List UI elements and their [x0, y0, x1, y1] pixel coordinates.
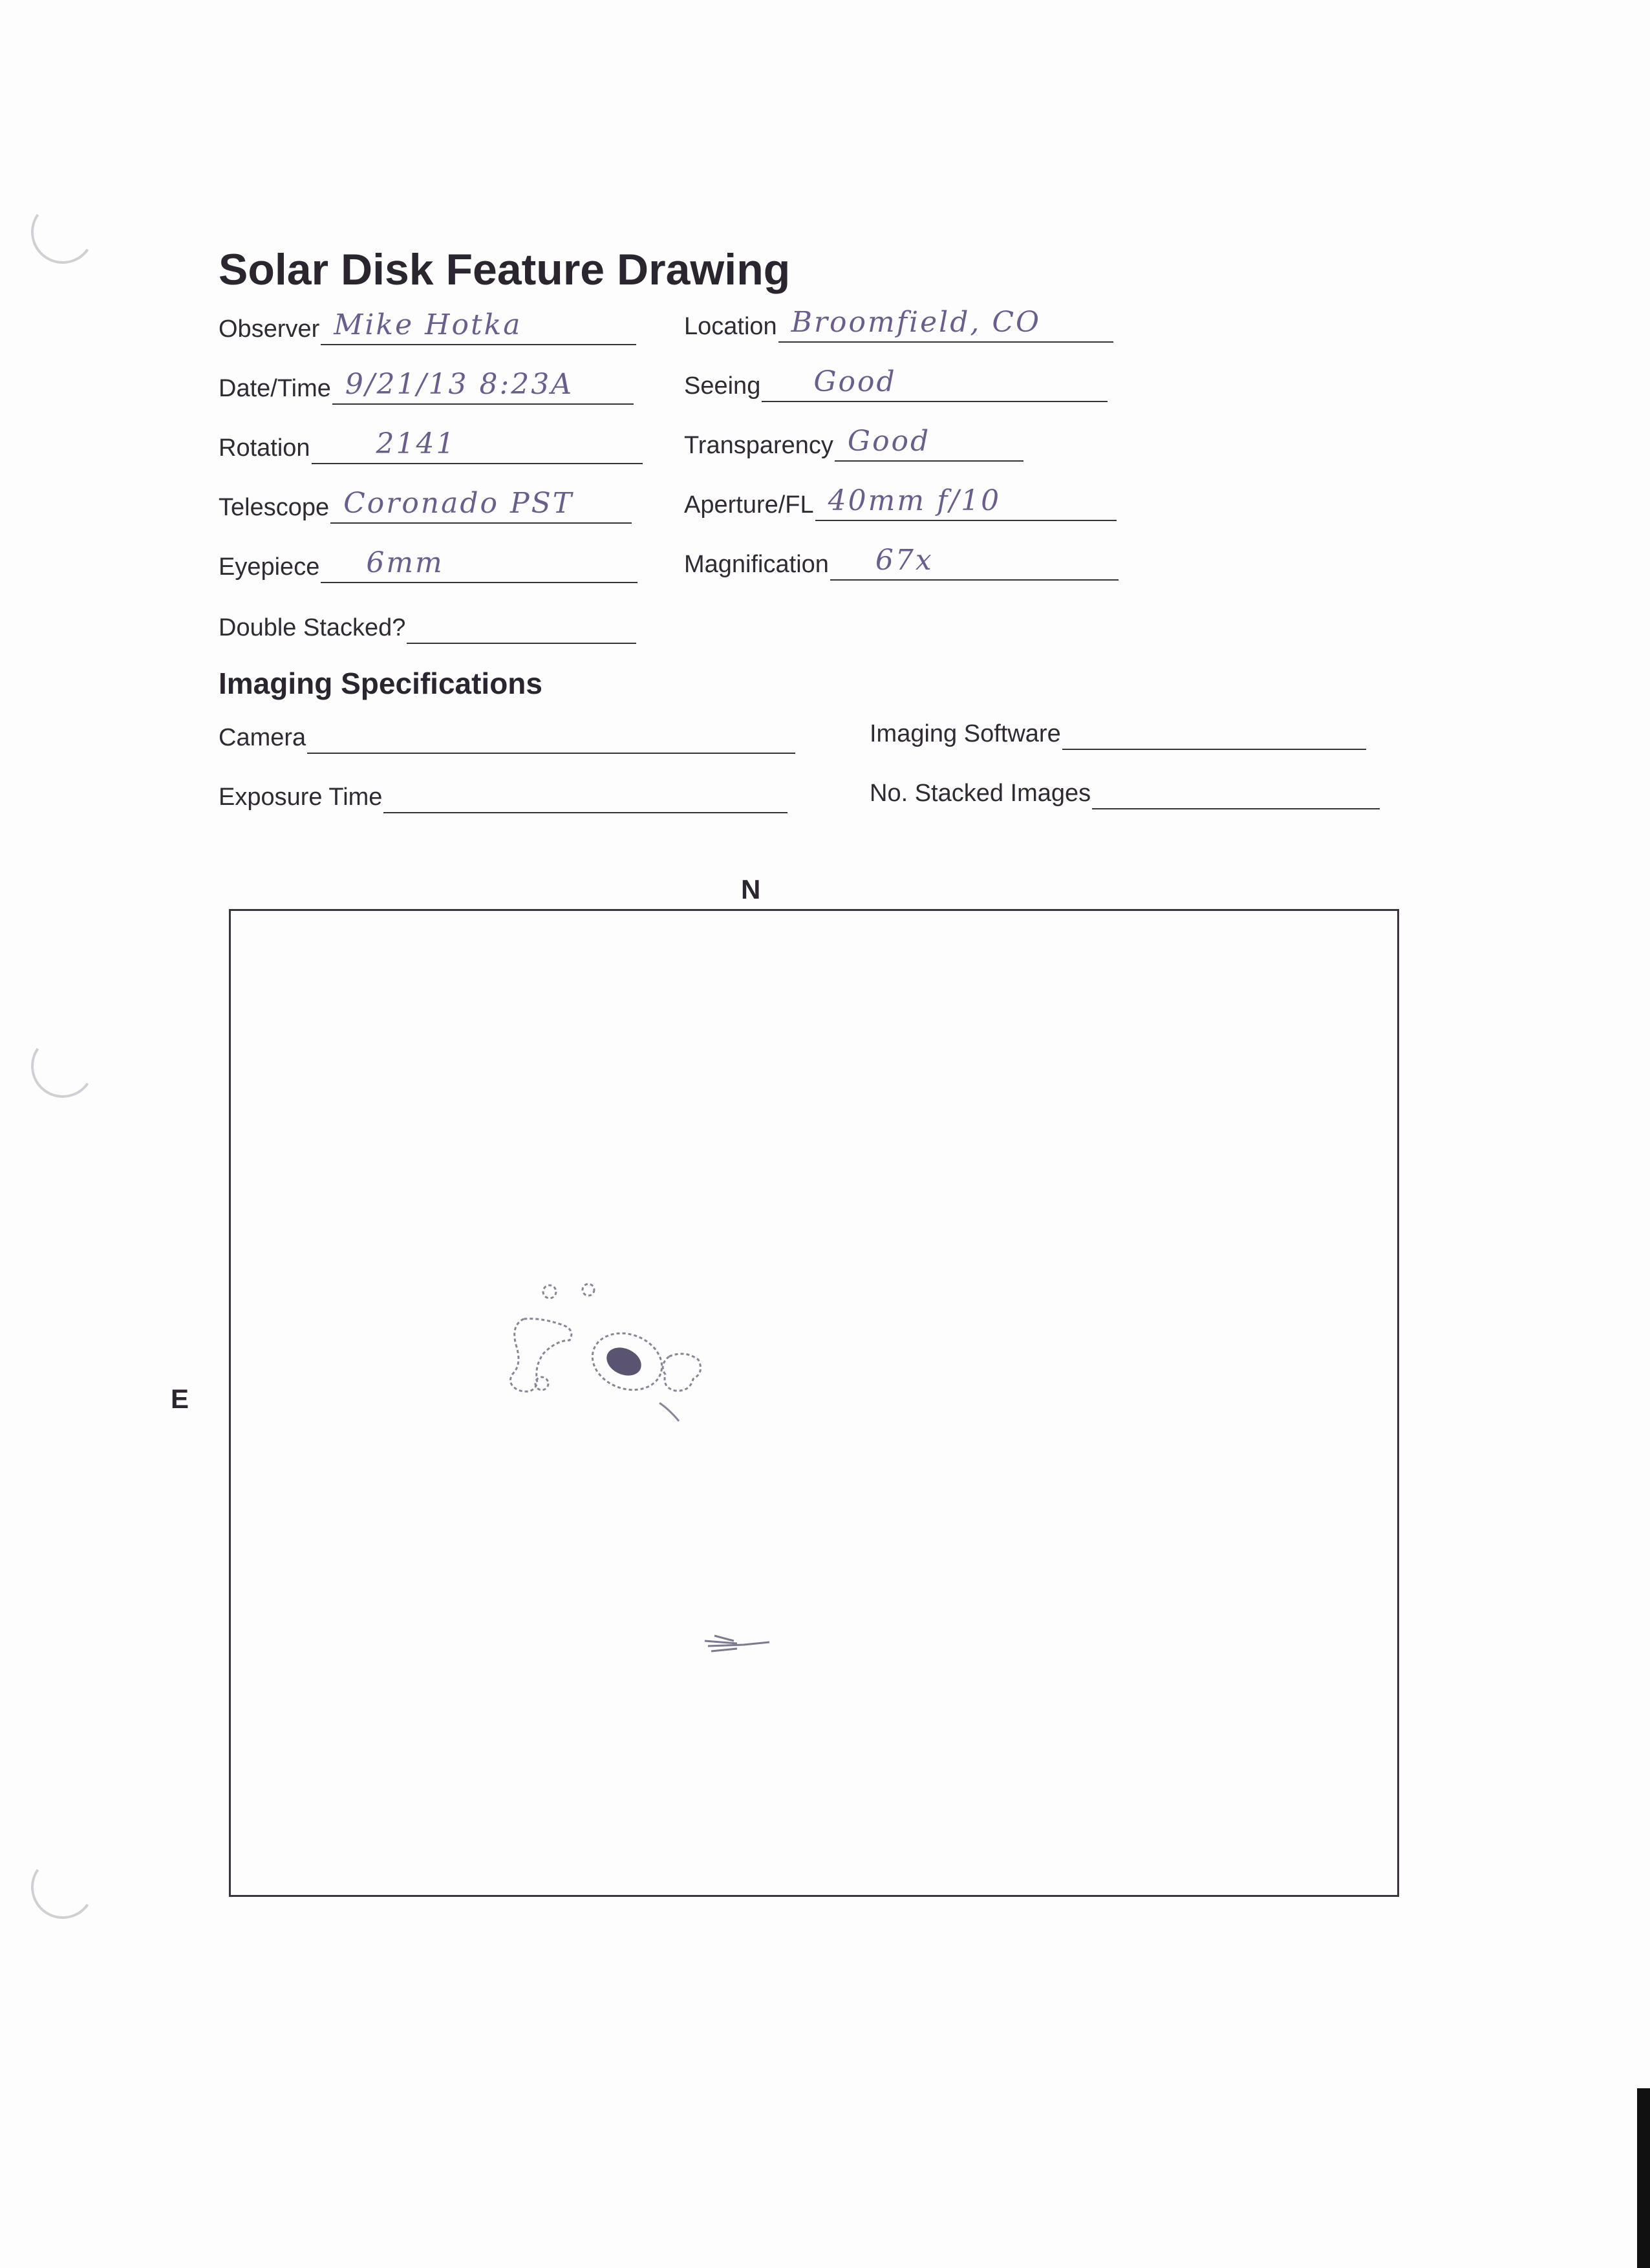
- seeing-value: Good: [813, 365, 897, 398]
- imaging-software-label: Imaging Software: [870, 720, 1061, 747]
- aperture-label: Aperture/FL: [684, 491, 814, 519]
- double-stacked-label: Double Stacked?: [219, 614, 406, 641]
- exposure-time-label: Exposure Time: [219, 784, 383, 811]
- north-label: N: [741, 874, 761, 904]
- imaging-section-heading: Imaging Specifications: [219, 667, 542, 700]
- trail-mark: [659, 1403, 679, 1421]
- camera-label: Camera: [219, 724, 306, 751]
- aperture-value: 40mm f/10: [828, 484, 1002, 517]
- magnification-label: Magnification: [684, 551, 829, 578]
- location-value: Broomfield, CO: [791, 306, 1042, 339]
- umbra: [602, 1342, 646, 1381]
- telescope-label: Telescope: [219, 494, 330, 521]
- observer-label: Observer: [219, 316, 320, 343]
- observer-value: Mike Hotka: [334, 308, 522, 341]
- east-label: E: [171, 1384, 189, 1414]
- transparency-value: Good: [847, 425, 931, 458]
- eyepiece-label: Eyepiece: [219, 553, 320, 581]
- sunspot-group-south: [705, 1636, 769, 1651]
- stacked-images-label: No. Stacked Images: [870, 780, 1091, 807]
- sunspot-group-main: [510, 1284, 700, 1421]
- magnification-value: 67x: [875, 544, 934, 577]
- transparency-label: Transparency: [684, 432, 833, 459]
- location-label: Location: [684, 313, 777, 340]
- telescope-value: Coronado PST: [343, 487, 574, 520]
- small-spot-b: [583, 1284, 594, 1296]
- penumbra-outline-west: [510, 1319, 571, 1392]
- datetime-value: 9/21/13 8:23A: [345, 368, 574, 401]
- small-spot-a: [543, 1285, 556, 1298]
- seeing-label: Seeing: [684, 372, 761, 400]
- rotation-value: 2141: [376, 427, 456, 460]
- form-title: Solar Disk Feature Drawing: [219, 245, 791, 294]
- spot-fragments: [663, 1354, 700, 1391]
- datetime-label: Date/Time: [219, 375, 331, 402]
- eyepiece-value: 6mm: [366, 546, 444, 579]
- small-spot-c: [535, 1377, 548, 1390]
- rotation-label: Rotation: [219, 434, 310, 462]
